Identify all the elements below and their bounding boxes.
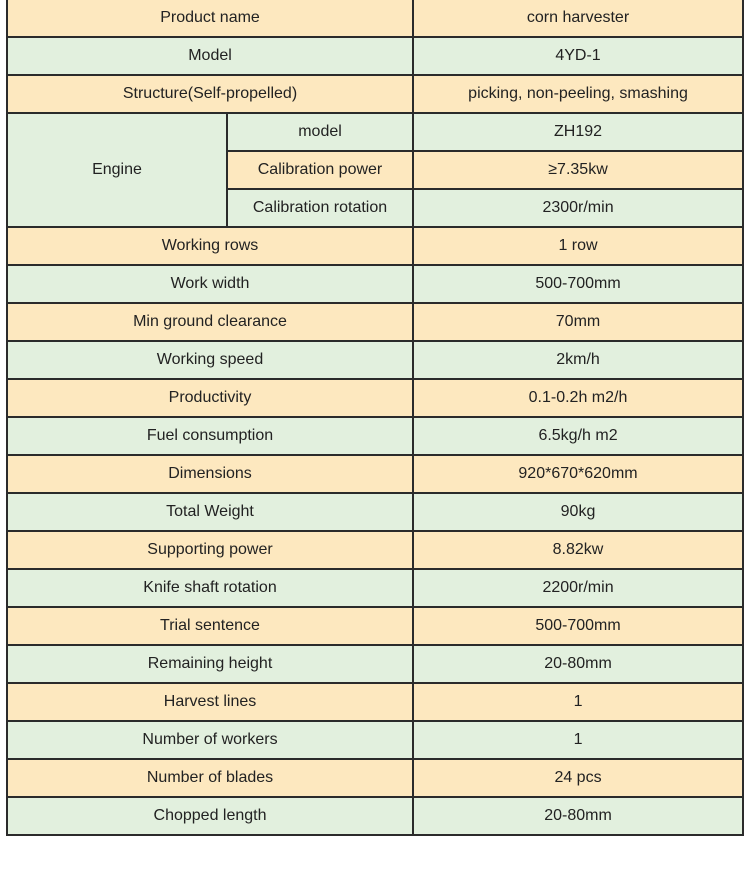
row-label: Working speed [7,341,413,379]
row-value: 1 [413,721,743,759]
row-value: 1 [413,683,743,721]
table-row [7,0,743,37]
row-value: 2200r/min [413,569,743,607]
row-label: Model [7,37,413,75]
row-value: 8.82kw [413,531,743,569]
row-value: 20-80mm [413,797,743,835]
table-row [7,607,743,645]
row-label: Chopped length [7,797,413,835]
table-row [7,227,743,265]
row-value: picking, non-peeling, smashing [413,75,743,113]
table-row [7,37,743,75]
row-label: Product name [7,0,413,37]
row-label: Min ground clearance [7,303,413,341]
row-label: Remaining height [7,645,413,683]
row-value: 20-80mm [413,645,743,683]
table-row [7,759,743,797]
table-row [7,341,743,379]
table-row [7,379,743,417]
table-row [7,493,743,531]
table-row [7,113,743,151]
row-value: 500-700mm [413,265,743,303]
row-label: Dimensions [7,455,413,493]
row-value: 2km/h [413,341,743,379]
table-row [7,797,743,835]
row-label: Trial sentence [7,607,413,645]
row-value: 0.1-0.2h m2/h [413,379,743,417]
row-label: Knife shaft rotation [7,569,413,607]
engine-sub-value: ZH192 [413,113,743,151]
row-label: Work width [7,265,413,303]
row-value: 4YD-1 [413,37,743,75]
engine-sub-label: model [227,113,413,151]
table-row [7,721,743,759]
table-row [7,417,743,455]
table-row [7,645,743,683]
engine-sub-value: 2300r/min [413,189,743,227]
row-label: Number of blades [7,759,413,797]
table-row [7,531,743,569]
spec-table [6,0,744,836]
row-value: 500-700mm [413,607,743,645]
row-value: corn harvester [413,0,743,37]
row-label: Productivity [7,379,413,417]
engine-sub-label: Calibration power [227,151,413,189]
row-label: Supporting power [7,531,413,569]
row-label: Fuel consumption [7,417,413,455]
table-row [7,303,743,341]
row-value: 24 pcs [413,759,743,797]
row-label: Total Weight [7,493,413,531]
table-row [7,683,743,721]
table-row [7,75,743,113]
engine-sub-label: Calibration rotation [227,189,413,227]
row-value: 1 row [413,227,743,265]
table-row [7,265,743,303]
row-value: 90kg [413,493,743,531]
row-value: 920*670*620mm [413,455,743,493]
row-label: Harvest lines [7,683,413,721]
engine-sub-value: ≥7.35kw [413,151,743,189]
row-value: 70mm [413,303,743,341]
table-row [7,569,743,607]
row-label: Number of workers [7,721,413,759]
row-label: Working rows [7,227,413,265]
engine-group-label: Engine [7,113,227,227]
row-label: Structure(Self-propelled) [7,75,413,113]
table-row [7,455,743,493]
row-value: 6.5kg/h m2 [413,417,743,455]
